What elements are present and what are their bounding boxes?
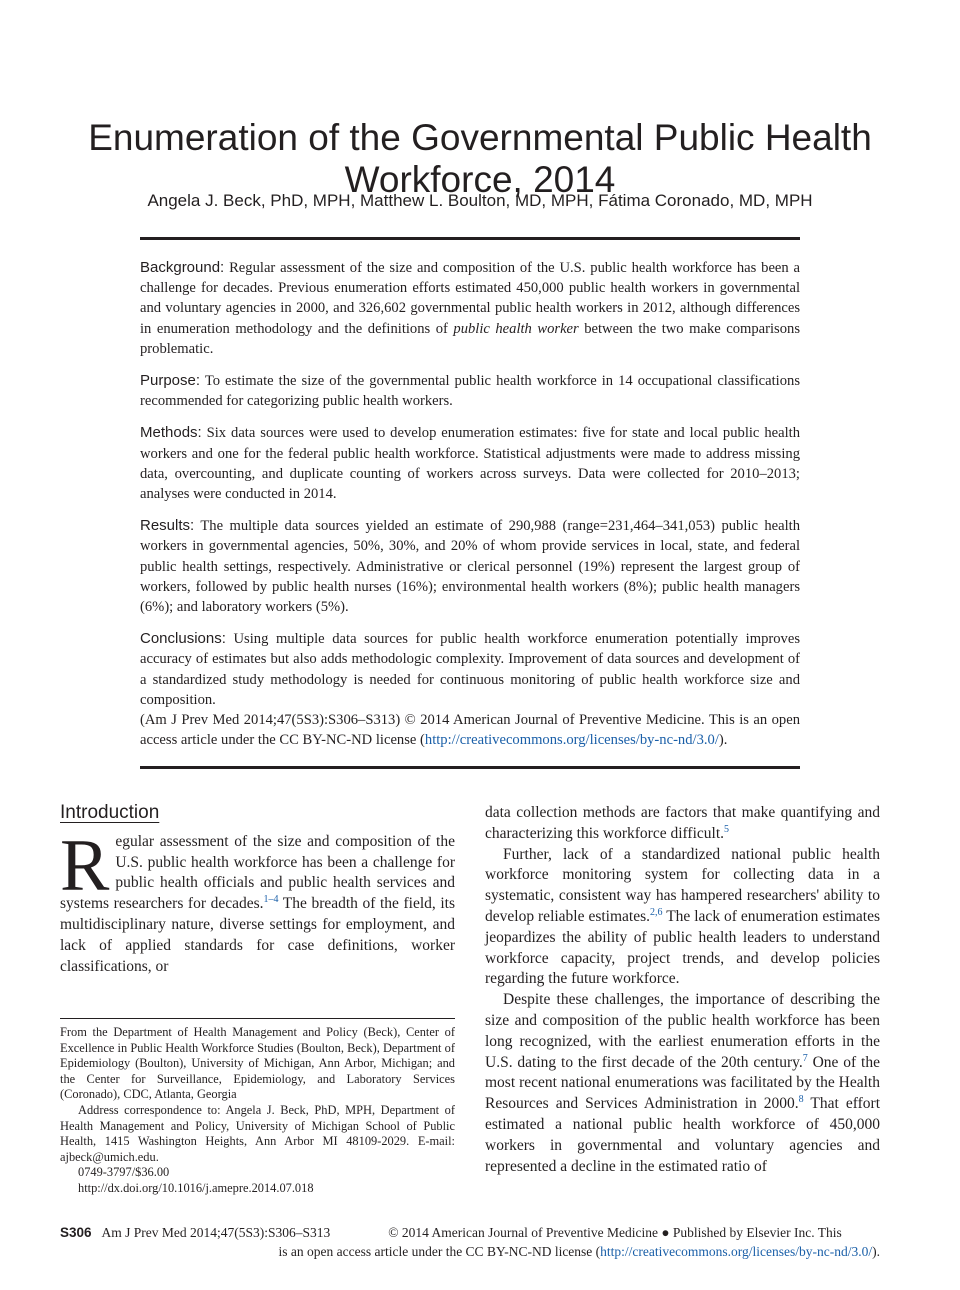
right-p2-text: Further, lack of a standardized national public health workforce monitoring system for collecting data in a systematic, consistent way has hampered researchers' ability to develop reliable estimates. [485,845,880,925]
page-number: S306 [60,1225,92,1240]
abstract-background [140,258,800,359]
article-title: Enumeration of the Governmental Public Health Workforce, 2014 [88,116,872,200]
ref-8[interactable]: 8 [798,1094,804,1105]
right-paragraph-2 [485,845,880,991]
background-text-end: between the two make comparisons problematic. [140,320,800,357]
background-label: Background: [140,259,225,276]
drop-cap: R [60,824,110,907]
methods-label: Methods: [140,424,202,442]
right-paragraph-3 [485,990,880,1177]
intro-paragraph [60,824,455,978]
footnote-rule [60,1018,455,1019]
background-text: Regular assessment of the size and composition of the U.S. public health workforce has been a challenge for decades. Previous enumeration efforts estimated 450,000 public health workers in governmental and voluntary agencies in 2000, and 326,602 governmental public health workers in 2012, although differences in enumeration methodology and the definitions of [140,260,800,337]
affiliation-note: From the Department of Health Management and Policy (Beck), Center of Excellence in Public Health Workforce Studies (Boulton, Beck), Department of Epidemiology (Boulton), University of Michigan, Ann Arbor, Michigan; and the Center for Surveillance, Epidemiology, and Laboratory Services (Coronado), CDC, Atlanta, Georgia [60,1025,455,1102]
right-p2-text-cont: The lack of enumeration estimates jeopardizes the ability of public health leaders to understand workforce capacity, project trends, and develop policies regarding the future workforce. [485,907,880,988]
citation-end: ). [718,732,728,749]
ref-5[interactable]: 5 [724,823,730,835]
conclusions-text: Using multiple data sources for public health workforce enumeration potentially improves accuracy of estimates but also adds methodologic complexity. Improvement of data sources and development of a standardized study methodology is needed for continuous monitoring of public health workforce size and composition. [140,631,800,708]
abstract-conclusions [140,629,800,710]
ref-2-6[interactable]: 2,6 [650,906,663,918]
right-p1-text: data collection methods are factors that make quantifying and characterizing this workforce difficult. [485,804,880,842]
introduction-heading: Introduction [60,802,160,823]
methods-text: Six data sources were used to develop enumeration estimates: five for state and local public health workers and one for the federal public health workforce. Statistical adjustments were made to address missing data, overcounting, and duplicate counting of workers across surveys. Data were collected for 2010–2013; analyses were conducted in 2014. [140,425,800,503]
license-link[interactable]: http://creativecommons.org/licenses/by-nc-nd/3.0/ [424,732,719,749]
abstract-purpose [140,371,800,411]
ref-1-4[interactable]: 1–4 [263,894,279,906]
footer-license-link[interactable]: http://creativecommons.org/licenses/by-nc-nd/3.0/ [600,1244,873,1259]
abstract-methods [140,423,800,504]
footer-license-end: ). [872,1244,880,1259]
background-italic: public health worker [453,320,579,337]
conclusions-label: Conclusions: [140,630,226,648]
right-p3-text-cont: One of the most recent national enumerations was facilitated by the Health Resources and Services Administration in 2000. [485,1053,880,1113]
right-paragraph-1 [485,803,880,845]
results-label: Results: [140,517,195,535]
right-p3-text: Despite these challenges, the importance of describing the size and composition of the public health workforce has been long recognized, with the earliest enumeration efforts in the U.S. dating to the first decade of the 20th century. [485,991,880,1071]
page-footer [60,1223,880,1261]
author-list: Angela J. Beck, PhD, MPH, Matthew L. Boulton, MD, MPH, Fátima Coronado, MD, MPH [147,191,813,210]
citation-text: (Am J Prev Med 2014;47(5S3):S306–S313) © 2014 American Journal of Preventive Medicine. This is an open access article under the CC BY-NC-ND license ( [140,712,800,749]
results-text: The multiple data sources yielded an estimate of 290,988 (range=231,464–341,053) public health workers in governmental agencies, 50%, 30%, and 20% of whom provide services in local, state, and federal public health settings, respectively. Administrative or clerical personnel (19%) represent the largest group of workers, followed by public health nurses (16%); environmental health workers (8%); public health managers (6%); and laboratory workers (5%). [140,518,800,616]
footer-copyright: © 2014 American Journal of Preventive Medicine ● Published by Elsevier Inc. This [388,1225,842,1240]
correspondence-note: Address correspondence to: Angela J. Beck, PhD, MPH, Department of Health Management and Policy, University of Michigan School of Public Health, 1415 Washington Heights, Ann Arbor MI 48109-2029. E-mail: ajbeck@umich.edu. [60,1102,455,1164]
abstract [140,258,800,750]
footer-license-text: is an open access article under the CC BY-NC-ND license ( [278,1244,601,1259]
ref-7[interactable]: 7 [802,1052,808,1064]
issn-note: 0749-3797/$36.00 [78,1165,170,1180]
footnotes [60,1025,455,1197]
abstract-bottom-rule [140,766,800,769]
intro-text: egular assessment of the size and composition of the U.S. public health workforce has been a challenge for public health officials and public health services and systems researchers for decades. [60,832,455,913]
abstract-top-rule [140,237,800,240]
abstract-citation [140,710,800,750]
intro-text-cont: The breadth of the field, its multidisciplinary nature, diverse settings for employment, and lack of applied standards for case definitions, worker classifications, or [60,895,455,975]
left-column [60,803,455,977]
footer-license-line [60,1242,880,1261]
journal-citation: Am J Prev Med 2014;47(5S3):S306–S313 [101,1225,331,1240]
purpose-label: Purpose: [140,372,201,390]
purpose-text: To estimate the size of the governmental public health workforce in 14 occupational classifications recommended for categorizing public health workers. [140,373,800,410]
right-p3-text-end: That effort estimated a national public health workforce of 450,000 workers in governmental and voluntary agencies and represented a decline in the estimated ratio of [485,1095,880,1175]
abstract-results [140,516,800,617]
doi-note: http://dx.doi.org/10.1016/j.amepre.2014.07.018 [78,1180,314,1195]
right-column [485,803,880,1177]
